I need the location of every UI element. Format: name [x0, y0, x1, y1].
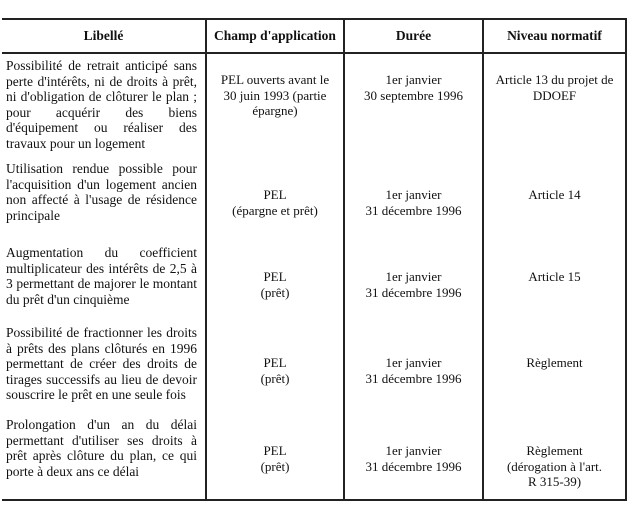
cell-libelle: Possibilité de retrait anticipé sans perte d'intérêts, ni de droits à prêt, ni d'obligation de clôturer le plan ; pour acquérir des biens d'équipement ou réaliser des travaux pour un logement	[2, 53, 206, 157]
table-row	[2, 53, 626, 157]
cell-libelle: Utilisation rendue possible pour l'acquisition d'un logement ancien non affecté à l'usage de résidence principale	[2, 157, 206, 241]
table-row	[2, 321, 626, 413]
header-champ-application: Champ d'application	[206, 19, 344, 53]
cell-champ: PEL (prêt)	[206, 321, 344, 413]
cell-champ: PEL (prêt)	[206, 413, 344, 500]
cell-duree: 1er janvier 31 décembre 1996	[344, 413, 483, 500]
measures-table	[2, 18, 627, 501]
cell-duree: 1er janvier 30 septembre 1996	[344, 53, 483, 157]
cell-libelle: Possibilité de fractionner les droits à prêts des plans clôturés en 1996 permettant de créer des droits de tirages successifs au lieu de devoir souscrire le prêt en une seule fois	[2, 321, 206, 413]
header-duree: Durée	[344, 19, 483, 53]
table-row	[2, 157, 626, 241]
cell-champ: PEL (épargne et prêt)	[206, 157, 344, 241]
cell-niveau: Règlement (dérogation à l'art. R 315-39)	[483, 413, 626, 500]
cell-libelle: Prolongation d'un an du délai permettant d'utiliser ses droits à prêt après clôture du plan, ce qui porte à deux ans ce délai	[2, 413, 206, 500]
cell-champ: PEL ouverts avant le 30 juin 1993 (partie épargne)	[206, 53, 344, 157]
header-niveau-normatif: Niveau normatif	[483, 19, 626, 53]
cell-niveau: Article 14	[483, 157, 626, 241]
table-header-row	[2, 19, 626, 53]
header-libelle: Libellé	[2, 19, 206, 53]
cell-niveau: Article 15	[483, 241, 626, 321]
table-row	[2, 413, 626, 500]
cell-champ: PEL (prêt)	[206, 241, 344, 321]
cell-libelle: Augmentation du coefficient multiplicateur des intérêts de 2,5 à 3 permettant de majorer le montant du prêt d'un cinquième	[2, 241, 206, 321]
cell-duree: 1er janvier 31 décembre 1996	[344, 241, 483, 321]
cell-niveau: Article 13 du projet de DDOEF	[483, 53, 626, 157]
table-row	[2, 241, 626, 321]
cell-duree: 1er janvier 31 décembre 1996	[344, 321, 483, 413]
cell-niveau: Règlement	[483, 321, 626, 413]
cell-duree: 1er janvier 31 décembre 1996	[344, 157, 483, 241]
